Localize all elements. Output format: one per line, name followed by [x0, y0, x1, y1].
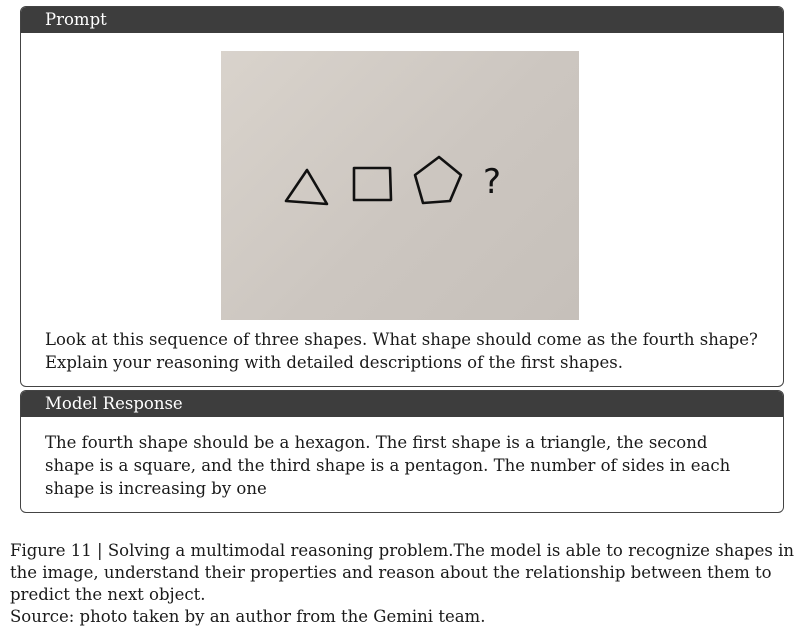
pentagon-icon — [415, 157, 461, 203]
question-mark-icon: ? — [483, 162, 502, 202]
caption-text: Figure 11 | Solving a multimodal reasoning problem.The model is able to recognize shapes in the image, understand their properties and reason about the relationship between them to predict the next object. — [10, 541, 794, 604]
caption-source: Source: photo taken by an author from the Gemini team. — [10, 607, 486, 626]
prompt-text: Look at this sequence of three shapes. What shape should come as the fourth shape? Explain your reasoning with detailed descriptions of the first shapes. — [45, 330, 758, 372]
response-header: Model Response — [21, 391, 783, 417]
response-panel — [20, 390, 784, 513]
figure-caption — [10, 540, 796, 628]
triangle-icon — [286, 170, 327, 204]
prompt-panel — [20, 6, 784, 387]
shapes-photo — [221, 51, 579, 320]
prompt-header: Prompt — [21, 7, 783, 33]
square-icon — [354, 168, 391, 200]
response-text: The fourth shape should be a hexagon. The first shape is a triangle, the second shape is a square, and the third shape is a pentagon. The number of sides in each shape is increasing by one — [45, 433, 731, 498]
